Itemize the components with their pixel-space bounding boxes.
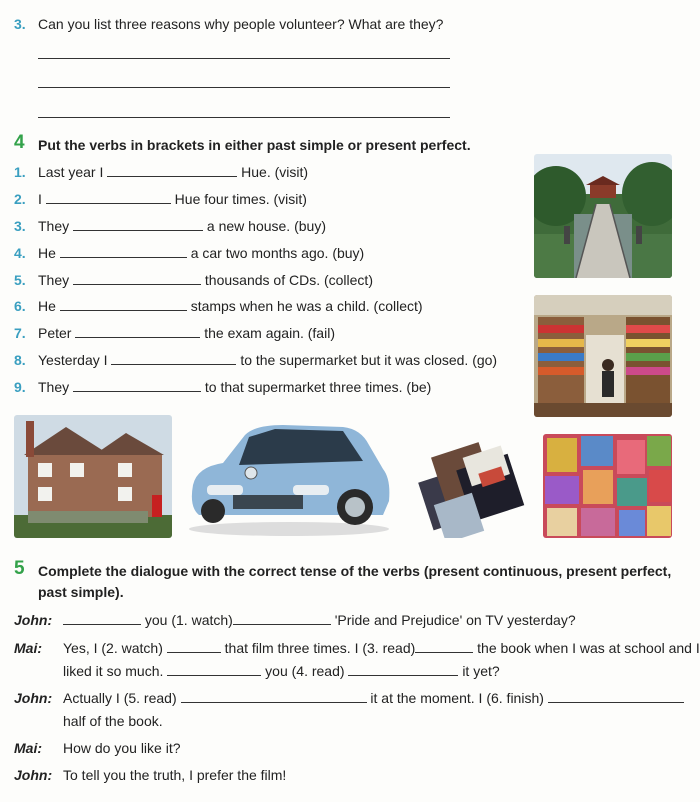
item-text: They: [38, 272, 70, 288]
exercise-item: [38, 298, 423, 314]
blank-field[interactable]: [233, 612, 331, 625]
item-number: 3.: [14, 218, 26, 234]
item-text: to that supermarket three times. (be): [204, 379, 432, 395]
blank-field[interactable]: [107, 164, 237, 177]
exercise-item: [38, 245, 364, 261]
section-instruction: Complete the dialogue with the correct tense of the verbs (present continuous, present perfect,: [38, 563, 672, 579]
item-text: He: [38, 245, 56, 261]
blank-field[interactable]: [73, 379, 201, 392]
item-text: stamps when he was a child. (collect): [190, 298, 423, 314]
item-text: thousands of CDs. (collect): [204, 272, 373, 288]
blank-field[interactable]: [111, 352, 236, 365]
dialogue-line: you (1. watch) 'Pride and Prejudice' on TV yesterday?: [63, 612, 576, 628]
blank-field[interactable]: [46, 191, 171, 204]
item-text: They: [38, 218, 70, 234]
exercise-item: [38, 191, 307, 207]
item-number: 1.: [14, 164, 26, 180]
dialogue-line-cont: half of the book.: [63, 713, 163, 729]
dialogue-line: Actually I (5. read) it at the moment. I (6. finish): [63, 690, 684, 706]
stamps-photo: [543, 434, 672, 538]
house-photo: [14, 415, 172, 538]
item-text: I: [38, 191, 42, 207]
dialogue-line: To tell you the truth, I prefer the film!: [63, 767, 287, 783]
item-number: 4.: [14, 245, 26, 261]
blank-field[interactable]: [63, 612, 141, 625]
section-number: 4: [14, 132, 25, 153]
dialogue-line-cont: liked it so much. you (4. read) it yet?: [63, 663, 500, 679]
section-number: 5: [14, 558, 25, 579]
blank-field[interactable]: [60, 245, 187, 258]
dialogue-line: Yes, I (2. watch) that film three times. I (3. read) the book when I was at school and I: [63, 640, 700, 656]
cds-photo: [412, 437, 528, 538]
answer-line[interactable]: [38, 117, 450, 118]
exercise-item: [38, 352, 497, 368]
exercise-item: [38, 272, 373, 288]
question-number: 3.: [14, 16, 26, 32]
blank-field[interactable]: [60, 298, 187, 311]
question-text: Can you list three reasons why people volunteer? What are they?: [38, 16, 444, 32]
answer-line[interactable]: [38, 87, 450, 88]
section-instruction: Put the verbs in brackets in either past simple or present perfect.: [38, 137, 471, 153]
item-number: 6.: [14, 298, 26, 314]
item-text: the exam again. (fail): [204, 325, 335, 341]
item-text: Hue. (visit): [241, 164, 309, 180]
park-bridge-photo: [534, 154, 672, 278]
exercise-item: [38, 218, 326, 234]
item-number: 2.: [14, 191, 26, 207]
speaker-label: Mai:: [14, 640, 42, 656]
blank-field[interactable]: [167, 640, 221, 653]
exercise-item: [38, 325, 335, 341]
item-text: a new house. (buy): [206, 218, 326, 234]
item-text: They: [38, 379, 70, 395]
answer-line[interactable]: [38, 58, 450, 59]
blank-field[interactable]: [181, 690, 367, 703]
item-text: Hue four times. (visit): [174, 191, 307, 207]
blank-field[interactable]: [75, 325, 200, 338]
item-text: He: [38, 298, 56, 314]
item-number: 5.: [14, 272, 26, 288]
exercise-item: [38, 164, 308, 180]
blank-field[interactable]: [548, 690, 684, 703]
supermarket-photo: [534, 295, 672, 417]
item-number: 7.: [14, 325, 26, 341]
speaker-label: John:: [14, 612, 53, 628]
dialogue-line: How do you like it?: [63, 740, 181, 756]
speaker-label: Mai:: [14, 740, 42, 756]
car-photo: [183, 415, 395, 538]
blank-field[interactable]: [348, 663, 458, 676]
section-instruction-cont: past simple).: [38, 584, 124, 600]
blank-field[interactable]: [415, 640, 473, 653]
blank-field[interactable]: [73, 272, 201, 285]
item-text: Last year I: [38, 164, 104, 180]
item-text: to the supermarket but it was closed. (go): [240, 352, 498, 368]
item-number: 8.: [14, 352, 26, 368]
item-text: Peter: [38, 325, 72, 341]
item-text: a car two months ago. (buy): [190, 245, 365, 261]
speaker-label: John:: [14, 767, 53, 783]
item-number: 9.: [14, 379, 26, 395]
item-text: Yesterday I: [38, 352, 108, 368]
speaker-label: John:: [14, 690, 53, 706]
blank-field[interactable]: [167, 663, 261, 676]
exercise-item: [38, 379, 431, 395]
blank-field[interactable]: [73, 218, 203, 231]
